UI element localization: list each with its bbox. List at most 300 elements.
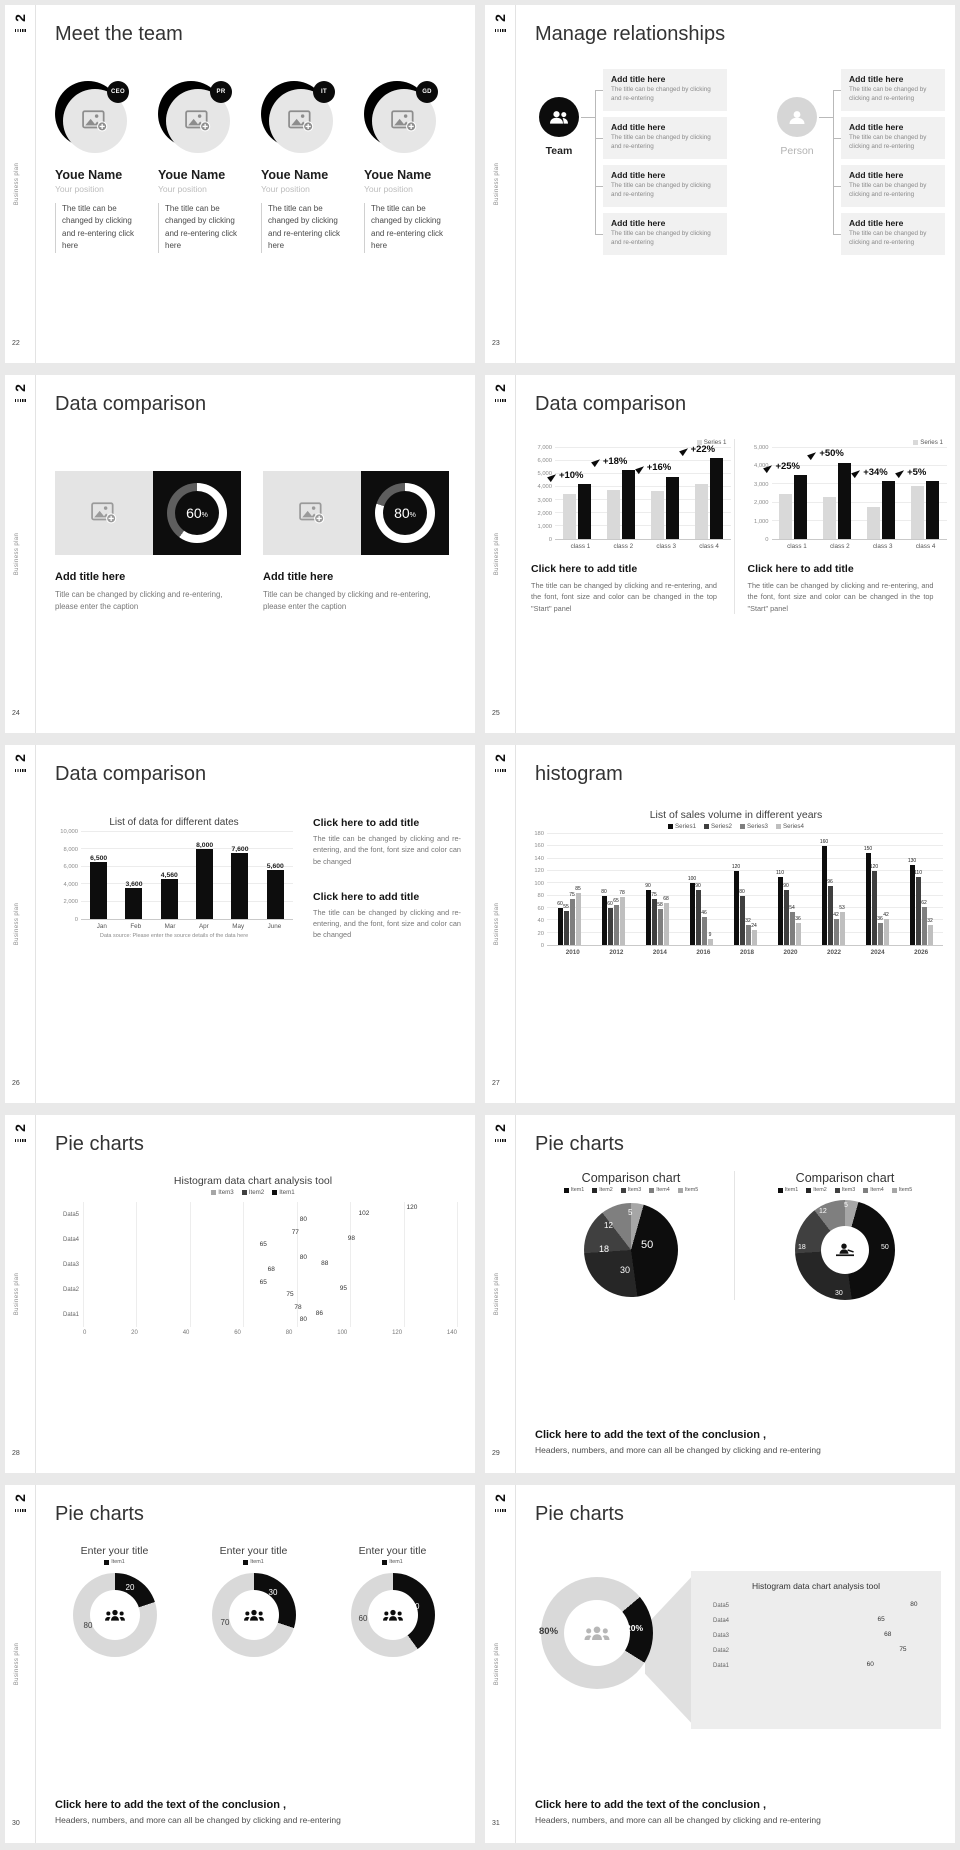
image-placeholder-icon [91, 502, 117, 524]
chart-title: Enter your title [219, 1545, 288, 1557]
slide-28[interactable] [5, 1115, 475, 1473]
growth-annotation: +10% [548, 471, 584, 481]
grouped-bar-chart: 180 160 140 120 100 80 60 40 20 0 60 55 75 85 80 60 65 78 90 75 58 68 100 90 46 9 120 80 32 24 110 90 54 36 160 96 42 53 150 120 36 42 130 110 62 32 2010 2012 2014 2016 2018 2020 2022 2024 2026 [529, 834, 943, 956]
slide-29[interactable] [485, 1115, 955, 1473]
bar-value: 110 [914, 870, 922, 877]
org-box [603, 117, 727, 159]
bar-value: 65 [877, 1616, 885, 1624]
legend-item: Item3 [211, 1189, 233, 1196]
x-label: 2024 [870, 949, 885, 956]
slide-title: histogram [535, 763, 623, 785]
caption-title: Click here to add title [531, 563, 638, 575]
bar-chart: 10,000 8,000 6,000 4,000 2,000 0 6,500 3,600 4,560 8,000 7,600 5,600 Jan Feb Mar Apr May June [55, 832, 293, 930]
deck-logo [10, 10, 30, 32]
bar [125, 880, 143, 919]
bar [838, 463, 851, 539]
slide-title: Meet the team [55, 23, 183, 45]
chart-title: Enter your title [80, 1545, 149, 1557]
card-title: Add title here [263, 571, 334, 583]
slide-left-rail [485, 1485, 516, 1843]
bar-value: 68 [267, 1266, 275, 1274]
percent-donut [167, 483, 227, 543]
x-tick: 100 [337, 1330, 348, 1336]
bar [783, 882, 789, 946]
percent-donut-wrap [153, 471, 241, 555]
growth-annotation: +34% [852, 468, 888, 478]
x-label: 2016 [696, 949, 711, 956]
x-label: Mar [164, 923, 176, 930]
slide-23[interactable] [485, 5, 955, 363]
team-members [55, 81, 463, 253]
x-tick: 40 [182, 1330, 190, 1336]
bar [833, 912, 839, 945]
text-block [313, 891, 461, 941]
slide-22[interactable] [5, 5, 475, 363]
chart-legend [745, 1187, 945, 1193]
grouped-bar-chart: 7,000 6,000 5,000 4,000 3,000 2,000 1,000 0 +10% +18% +16% +22% class 1 class 2 class 3 class 4 [531, 448, 731, 550]
slide-24[interactable] [5, 375, 475, 733]
donut-center [368, 1590, 418, 1640]
image-placeholder-icon [82, 110, 108, 132]
legend-item: Item1 [243, 1559, 263, 1565]
chart-panels [531, 439, 947, 614]
card-title: Add title here [55, 571, 126, 583]
category-label: Data4 [712, 1617, 729, 1624]
bar-value: 90 [695, 882, 701, 889]
slide-title: Data comparison [55, 393, 207, 415]
bar-value: 7,600 [231, 845, 249, 853]
slide-title: Manage relationships [535, 23, 726, 45]
conclusion-sub: Headers, numbers, and more can all be changed by clicking and re-entering [535, 1445, 821, 1455]
org-box-title: Add title here [849, 122, 904, 132]
slide-title: Data comparison [535, 393, 687, 415]
deck-logo [10, 1490, 30, 1512]
logo-numeral: 2 [491, 754, 508, 762]
bar [695, 882, 701, 946]
legend-item: Item5 [678, 1187, 698, 1193]
org-box [841, 69, 945, 111]
image-placeholder-icon [288, 110, 314, 132]
card-media [263, 471, 449, 555]
growth-annotation: +16% [636, 463, 672, 473]
connector-line [833, 234, 841, 235]
bar [927, 918, 933, 945]
chart-title: Histogram data chart analysis tool [173, 1175, 333, 1187]
deck-logo [10, 380, 30, 402]
logo-numeral: 2 [11, 1494, 28, 1502]
x-label: 2022 [827, 949, 842, 956]
group-icon [242, 1609, 266, 1622]
bar-value: 62 [921, 899, 927, 906]
member-description: The title can be changed by clicking and re-entering click here [364, 203, 451, 253]
donut-value: 20% [626, 1623, 644, 1633]
bar [651, 891, 657, 945]
logo-numeral: 2 [11, 14, 28, 22]
x-label: 2026 [914, 949, 929, 956]
legend-item: Item3 [835, 1187, 855, 1193]
image-placeholder [55, 471, 153, 555]
bar [708, 932, 713, 945]
logo-bars [15, 29, 26, 32]
chart-legend [531, 1187, 731, 1193]
avatar [364, 81, 438, 155]
chart-title: Comparison chart [581, 1171, 681, 1185]
connector-line [595, 186, 603, 187]
x-label: May [232, 923, 245, 930]
funnel-connector [645, 1571, 697, 1729]
arrow-icon [591, 457, 602, 467]
bar [907, 857, 917, 945]
org-box-text: The title can be changed by clicking and re-entering [849, 182, 927, 199]
org-box-title: Add title here [611, 218, 666, 228]
connector-line [595, 90, 603, 91]
logo-numeral: 2 [11, 754, 28, 762]
bar [666, 477, 679, 539]
bar-value: 53 [839, 905, 845, 912]
org-box-title: Add title here [611, 122, 666, 132]
donut-center [383, 491, 427, 535]
horizontal-bar-chart [49, 1202, 457, 1336]
chart-panel [734, 439, 948, 614]
deck-logo [490, 380, 510, 402]
chart-title: Comparison chart [795, 1171, 895, 1185]
bar [789, 904, 795, 945]
bar-value: 120 [731, 864, 741, 870]
legend-item: Item5 [892, 1187, 912, 1193]
org-box-text: The title can be changed by clicking and re-entering [849, 86, 927, 103]
slide-30[interactable] [5, 1485, 475, 1843]
legend-item: Item1 [778, 1187, 798, 1193]
slide-26[interactable] [5, 745, 475, 1103]
conclusion [535, 1429, 939, 1455]
page-number: 22 [12, 340, 20, 347]
legend-item: Item1 [382, 1559, 402, 1565]
deck-logo [490, 1490, 510, 1512]
bar-value: 80 [601, 888, 607, 895]
connector-line [595, 90, 596, 234]
bar [578, 484, 591, 539]
x-label: 2012 [609, 949, 624, 956]
bar-value: 8,000 [196, 842, 214, 850]
team-member-card [261, 81, 356, 253]
bar [794, 475, 807, 539]
deck-name-vertical: Business plan [494, 532, 500, 576]
bar-value: 120 [869, 864, 879, 870]
chart-legend [329, 1559, 456, 1565]
bar-value: 60 [866, 1661, 874, 1669]
logo-numeral: 2 [491, 1494, 508, 1502]
bar-value: 100 [687, 876, 697, 883]
org-box-title: Add title here [849, 170, 904, 180]
deck-logo [490, 750, 510, 772]
org-box-text: The title can be changed by clicking and re-entering [849, 230, 927, 247]
logo-numeral: 2 [491, 384, 508, 392]
donut-chart [73, 1573, 157, 1657]
x-label: Feb [130, 923, 142, 930]
x-label: class 1 [787, 543, 807, 550]
donut-center [175, 491, 219, 535]
connector-line [581, 117, 595, 118]
deck-name-vertical: Business plan [14, 532, 20, 576]
x-label: 2014 [652, 949, 667, 956]
role-badge: PR [210, 81, 232, 103]
bar-value: 54 [789, 904, 795, 911]
legend-item: Item2 [592, 1187, 612, 1193]
growth-annotation: +50% [808, 449, 844, 459]
team-label: Team [545, 145, 573, 157]
bar [196, 842, 214, 919]
chart-title: Histogram data chart analysis tool [751, 1581, 881, 1591]
bar-value: 80 [739, 888, 745, 895]
chart-legend [51, 1559, 178, 1565]
bar [607, 490, 620, 539]
bar-value: 65 [259, 1241, 267, 1249]
data-card [263, 471, 449, 614]
chart-title: List of sales volume in different years [649, 809, 823, 821]
bar-value: 58 [657, 902, 663, 909]
legend-item: Series3 [740, 823, 768, 830]
donut-chart [351, 1573, 435, 1657]
team-icon [547, 109, 571, 125]
chart-title: Enter your title [358, 1545, 427, 1557]
logo-numeral: 2 [11, 384, 28, 392]
pie-panel [734, 1171, 945, 1300]
donut-center [90, 1590, 140, 1640]
bar [687, 876, 697, 945]
bar [823, 497, 836, 539]
donut-panel [51, 1545, 178, 1657]
org-box [841, 117, 945, 159]
bar-value: 77 [291, 1229, 299, 1237]
bar-value: 60 [557, 901, 563, 908]
bar-value: 86 [315, 1310, 323, 1318]
bar [839, 905, 845, 945]
page-number: 26 [12, 1080, 20, 1087]
bar [731, 864, 741, 945]
slide-left-rail [5, 5, 36, 363]
legend-item: Item2 [806, 1187, 826, 1193]
horizontal-bar-chart [703, 1598, 929, 1673]
deck-name-vertical: Business plan [494, 902, 500, 946]
bar [867, 507, 880, 539]
slide-31[interactable] [485, 1485, 955, 1843]
arrow-icon [635, 464, 646, 474]
org-box [603, 69, 727, 111]
bar [869, 864, 879, 945]
x-label: 2020 [783, 949, 798, 956]
bar [231, 845, 249, 919]
member-name: Youe Name [55, 168, 123, 182]
bar-value: 4,560 [160, 872, 178, 880]
donut-panels [51, 1545, 465, 1657]
page-number: 30 [12, 1820, 20, 1827]
card-text: Title can be changed by clicking and re-entering, please enter the caption [263, 590, 431, 612]
org-box-title: Add title here [611, 74, 666, 84]
person-node [777, 97, 817, 137]
image-placeholder-icon [391, 110, 417, 132]
bar-value: 32 [927, 918, 933, 925]
logo-bars [15, 1509, 26, 1512]
member-name: Youe Name [261, 168, 329, 182]
bar [701, 909, 707, 945]
donut-value: 60 [358, 1614, 368, 1623]
pie-chart [584, 1203, 678, 1297]
conclusion-sub: Headers, numbers, and more can all be changed by clicking and re-entering [535, 1815, 821, 1825]
slide-left-rail [5, 1115, 36, 1473]
bar-value: 80 [299, 1316, 307, 1324]
pie-value: 5 [628, 1208, 633, 1217]
bar-value: 9 [708, 932, 712, 939]
donut-panel [190, 1545, 317, 1657]
growth-annotation: +25% [764, 462, 800, 472]
donut-value: 20 [125, 1583, 135, 1592]
bar-value: 95 [339, 1285, 348, 1293]
x-tick: 140 [446, 1330, 457, 1336]
bar-value: 32 [745, 918, 751, 925]
page-number: 27 [492, 1080, 500, 1087]
arrow-icon [895, 468, 906, 478]
deck-name-vertical: Business plan [14, 162, 20, 206]
avatar [261, 81, 335, 155]
bar-value: 96 [827, 878, 833, 885]
legend-item: Item1 [272, 1189, 294, 1196]
donut-value: 30 [268, 1588, 278, 1597]
growth-annotation: +18% [592, 457, 628, 467]
member-position: Your position [364, 184, 413, 194]
category-label: Data2 [712, 1647, 729, 1654]
donut-chart [212, 1573, 296, 1657]
image-placeholder [263, 471, 361, 555]
bar-value: 85 [575, 885, 581, 892]
chart-panel [531, 439, 731, 614]
bar-value: 160 [819, 839, 829, 846]
category-label: Data3 [62, 1261, 79, 1268]
chart-and-text [55, 817, 463, 941]
slide-27[interactable] [485, 745, 955, 1103]
bar [619, 889, 625, 945]
text-block [313, 817, 461, 867]
percent-unit: % [409, 512, 416, 519]
bar-panel [691, 1571, 941, 1729]
slide-title: Pie charts [535, 1133, 624, 1155]
bar-value: 46 [701, 909, 707, 916]
x-tick: 80 [285, 1330, 293, 1336]
bar-value: 68 [663, 896, 669, 903]
category-label: Data2 [62, 1286, 79, 1293]
bar-value: 80 [910, 1601, 918, 1609]
page-number: 25 [492, 710, 500, 717]
bar-value: 68 [884, 1631, 892, 1639]
pie-panels [531, 1171, 947, 1300]
x-label: Jan [96, 923, 107, 930]
logo-bars [495, 1139, 506, 1142]
bar [883, 912, 889, 945]
conclusion-title: Click here to add the text of the conclusion , [535, 1799, 767, 1811]
pie-value: 30 [620, 1265, 631, 1275]
image-placeholder-icon [185, 110, 211, 132]
avatar [158, 81, 232, 155]
logo-bars [495, 399, 506, 402]
bar-value: 36 [877, 915, 883, 922]
connector-line [833, 138, 841, 139]
donut-chart [795, 1200, 895, 1300]
bar [651, 491, 664, 539]
card-media [55, 471, 241, 555]
bar-value: 80 [299, 1254, 307, 1262]
bar-value: 42 [883, 912, 889, 919]
percent-donut-wrap [361, 471, 449, 555]
legend-item: Series 1 [697, 439, 727, 446]
percent-value: 60 [186, 505, 202, 521]
member-description: The title can be changed by clicking and re-entering click here [55, 203, 142, 253]
x-label: 2018 [739, 949, 754, 956]
block-text: The title can be changed by clicking and re-entering, and the font, font size and color can be changed [313, 907, 461, 940]
arrow-icon [679, 446, 690, 456]
slide-title: Pie charts [535, 1503, 624, 1525]
conclusion-sub: Headers, numbers, and more can all be changed by clicking and re-entering [55, 1815, 341, 1825]
slide-25[interactable] [485, 375, 955, 733]
member-position: Your position [261, 184, 310, 194]
donut-panel [329, 1545, 456, 1657]
page-number: 24 [12, 710, 20, 717]
bar [645, 882, 651, 946]
group-icon [582, 1625, 612, 1642]
slide-left-rail [485, 745, 516, 1103]
bar-value: 150 [863, 845, 873, 852]
deck-logo [10, 1120, 30, 1142]
x-label: 2010 [565, 949, 580, 956]
deck-name-vertical: Business plan [14, 1642, 20, 1686]
org-box [603, 213, 727, 255]
legend-item: Item4 [649, 1187, 669, 1193]
bar-value: 78 [619, 889, 625, 896]
x-label: class 3 [656, 543, 676, 550]
x-label: class 4 [699, 543, 719, 550]
bar [657, 902, 663, 945]
donut-value: 5 [844, 1202, 848, 1209]
bar [90, 855, 108, 919]
category-label: Data4 [62, 1236, 79, 1243]
bar [745, 918, 751, 945]
deck-logo [10, 750, 30, 772]
member-position: Your position [158, 184, 207, 194]
chart-title: List of data for different dates [109, 817, 239, 828]
grouped-bar-chart: 5,000 4,000 3,000 2,000 1,000 0 +25% +50% +34% +5% class 1 class 2 class 3 class 4 [748, 448, 948, 550]
donut-value: 80 [83, 1621, 93, 1630]
donut-value: 18 [798, 1244, 806, 1251]
connector-line [833, 90, 834, 234]
team-member-card [364, 81, 459, 253]
bar [266, 863, 284, 919]
donut-value: 80% [539, 1626, 559, 1637]
org-box-text: The title can be changed by clicking and re-entering [611, 134, 711, 151]
bar-value: 65 [613, 897, 619, 904]
slide-left-rail [485, 5, 516, 363]
bar [926, 481, 939, 539]
org-box-title: Add title here [849, 74, 904, 84]
connector-line [833, 90, 841, 91]
donut-chart [541, 1577, 653, 1689]
percent-unit: % [201, 512, 208, 519]
page-number: 28 [12, 1450, 20, 1457]
logo-bars [15, 1139, 26, 1142]
card-text: Title can be changed by clicking and re-entering, please enter the caption [55, 590, 223, 612]
deck-logo [490, 1120, 510, 1142]
bar-value: 36 [795, 915, 801, 922]
logo-bars [15, 399, 26, 402]
bar [607, 901, 613, 945]
chart-footnote: Data source: Please enter the source details of the data here [99, 933, 249, 939]
